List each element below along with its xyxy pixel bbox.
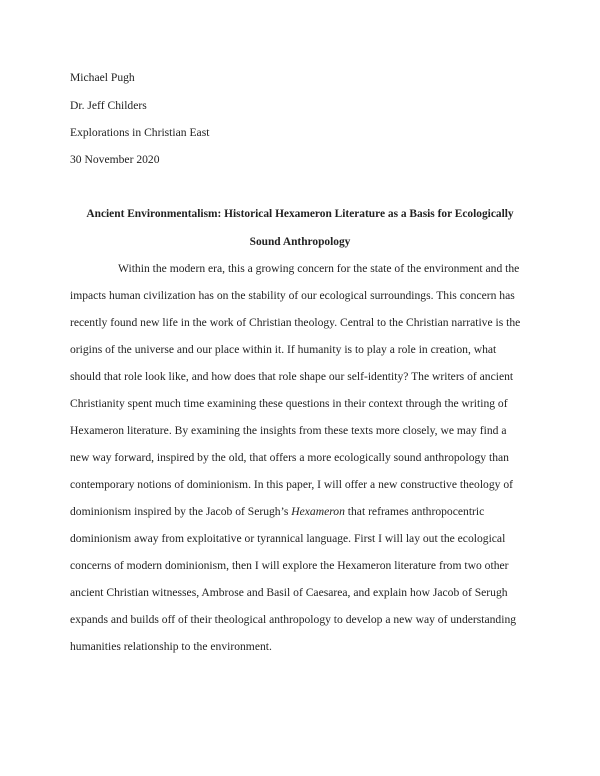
course-name: Explorations in Christian East [70,126,210,139]
body-text: dominionism inspired by the Jacob of Serugh’s [70,505,292,518]
body-line: humanities relationship to the environment. [70,640,272,653]
body-line: contemporary notions of dominionism. In this paper, I will offer a new constructive theology of [70,478,514,491]
body-line: Within the modern era, this a growing concern for the state of the environment and the [118,262,520,275]
body-line: concerns of modern dominionism, then I will explore the Hexameron literature from two other [70,559,509,572]
instructor-name: Dr. Jeff Childers [70,99,147,112]
paper-title-line-1: Ancient Environmentalism: Historical Hexameron Literature as a Basis for Ecologically [86,208,514,220]
body-line: recently found new life in the work of Christian theology. Central to the Christian narrative is the [70,316,521,329]
body-text: that reframes anthropocentric [344,505,485,518]
body-line: impacts human civilization has on the stability of our ecological surroundings. This concern has [70,289,515,302]
body-line: new way forward, inspired by the old, that offers a more ecologically sound anthropology than [70,451,509,464]
body-line: ancient Christian witnesses, Ambrose and Basil of Caesarea, and explain how Jacob of Serugh [70,586,508,599]
body-line: expands and builds off of their theological anthropology to develop a new way of understanding [70,613,517,626]
date: 30 November 2020 [70,153,160,166]
body-line: dominionism away from exploitative or tyrannical language. First I will lay out the ecological [70,532,506,545]
body-line: Hexameron literature. By examining the insights from these texts more closely, we may find a [70,424,507,437]
paper-title-line-2: Sound Anthropology [249,236,351,248]
book-title-italic: Hexameron [291,505,345,518]
author-name: Michael Pugh [70,71,135,84]
body-line [70,505,484,519]
body-line: Christianity spent much time examining these questions in their context through the writing of [70,397,508,410]
body-line: should that role look like, and how does that role shape our self-identity? The writers of ancient [70,370,514,383]
body-line: origins of the universe and our place within it. If humanity is to play a role in creation, what [70,343,497,356]
